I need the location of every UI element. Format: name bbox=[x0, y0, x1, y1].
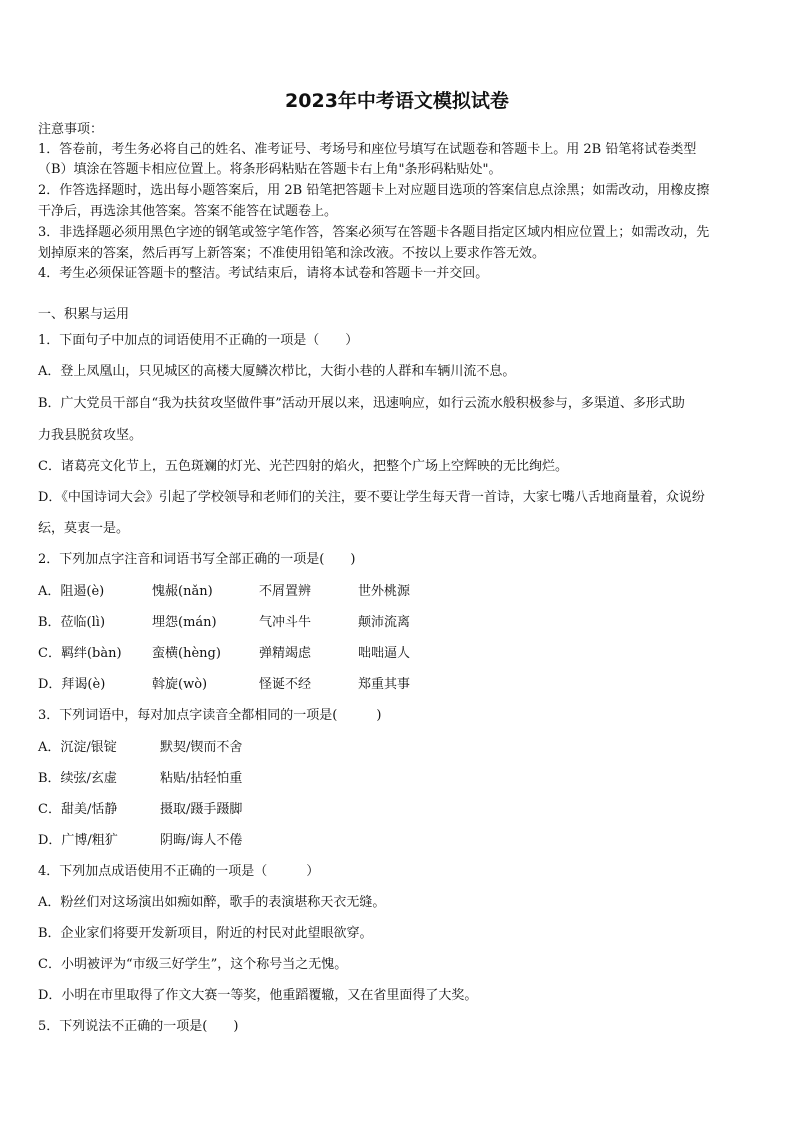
option-b: B．企业家们将要开发新项目，附近的村民对此望眼欲穿。 bbox=[38, 926, 373, 941]
option-d: D．小明在市里取得了作文大赛一等奖，他重蹈覆辙，又在省里面得了大奖。 bbox=[38, 988, 478, 1003]
option-cell: C．羁绊(bàn) bbox=[38, 646, 122, 661]
option-cell: 气冲斗牛 bbox=[259, 615, 312, 630]
question-stem: 1．下面句子中加点的词语使用不正确的一项是（ ） bbox=[38, 333, 359, 348]
option-cell: B．续弦/玄虚 bbox=[38, 771, 117, 786]
option-d-cont: 纭，莫衷一是。 bbox=[38, 521, 130, 536]
notice-line: 4．考生必须保证答题卡的整洁。考试结束后，请将本试卷和答题卡一并交回。 bbox=[38, 266, 489, 281]
option-cell: 摄取/蹑手蹑脚 bbox=[160, 802, 243, 817]
option-cell: A．沉淀/银锭 bbox=[38, 740, 117, 755]
option-cell: D．广博/粗犷 bbox=[38, 833, 118, 848]
option-cell: D．拜谒(è) bbox=[38, 677, 106, 692]
option-cell: 埋怨(mán) bbox=[152, 615, 217, 630]
notice-line: （B）填涂在答题卡相应位置上。将条形码粘贴在答题卡右上角"条形码粘贴处"。 bbox=[38, 162, 502, 177]
page-title: 2023年中考语文模拟试卷 bbox=[285, 90, 509, 112]
question-stem: 5．下列说法不正确的一项是( ) bbox=[38, 1019, 239, 1034]
option-cell: 粘贴/拈轻怕重 bbox=[160, 771, 243, 786]
option-b-cont: 力我县脱贫攻坚。 bbox=[38, 428, 143, 443]
option-b: B．广大党员干部自“我为扶贫攻坚做件事”活动开展以来，迅速响应，如行云流水般积极参与，多渠道、多形式助 bbox=[38, 396, 685, 411]
option-cell: B．莅临(lì) bbox=[38, 615, 106, 630]
option-cell: 郑重其事 bbox=[358, 677, 411, 692]
option-cell: 默契/锲而不舍 bbox=[160, 740, 243, 755]
option-cell: C．甜美/恬静 bbox=[38, 802, 118, 817]
option-cell: 怪诞不经 bbox=[259, 677, 312, 692]
notice-line: 划掉原来的答案，然后再写上新答案；不准使用铅笔和涂改液。不按以上要求作答无效。 bbox=[38, 246, 546, 261]
notice-line: 干净后，再选涂其他答案。答案不能答在试题卷上。 bbox=[38, 204, 338, 219]
option-cell: 咄咄逼人 bbox=[358, 646, 411, 661]
option-cell: 阴晦/诲人不倦 bbox=[160, 833, 243, 848]
option-a: A．粉丝们对这场演出如痴如醉，歌手的表演堪称天衣无缝。 bbox=[38, 895, 386, 910]
notice-line: 3．非选择题必须用黑色字迹的钢笔或签字笔作答，答案必须写在答题卡各题目指定区域内相应位置上；如需改动，先 bbox=[38, 225, 710, 240]
option-cell: 世外桃源 bbox=[358, 584, 411, 599]
option-c: C．诸葛亮文化节上，五色斑斓的灯光、光芒四射的焰火，把整个广场上空辉映的无比绚烂。 bbox=[38, 459, 568, 474]
option-c: C．小明被评为“市级三好学生”，这个称号当之无愧。 bbox=[38, 957, 348, 972]
option-cell: 蛮横(hèng) bbox=[152, 646, 221, 661]
notice-heading: 注意事项： bbox=[38, 122, 104, 137]
notice-line: 1．答卷前，考生务必将自己的姓名、准考证号、考场号和座位号填写在试题卷和答题卡上。用 2B 铅笔将试卷类型 bbox=[38, 142, 697, 157]
question-stem: 3．下列词语中，每对加点字读音全都相同的一项是( ) bbox=[38, 708, 382, 723]
option-cell: A．阻遏(è) bbox=[38, 584, 105, 599]
option-cell: 弹精竭虑 bbox=[259, 646, 312, 661]
option-cell: 颠沛流离 bbox=[358, 615, 411, 630]
option-cell: 不屑置辨 bbox=[259, 584, 312, 599]
option-cell: 斡旋(wò) bbox=[152, 677, 208, 692]
question-stem: 2．下列加点字注音和词语书写全部正确的一项是( ) bbox=[38, 552, 356, 567]
question-stem: 4．下列加点成语使用不正确的一项是（ ） bbox=[38, 864, 320, 879]
option-cell: 愧赧(nǎn) bbox=[152, 584, 213, 599]
option-d: D．《中国诗词大会》引起了学校领导和老师们的关注，要不要让学生每天背一首诗，大家七嘴八舌地商量着，众说纷 bbox=[38, 490, 705, 505]
option-a: A．登上凤凰山，只见城区的高楼大厦鳞次栉比，大街小巷的人群和车辆川流不息。 bbox=[38, 364, 516, 379]
section-heading: 一、积累与运用 bbox=[38, 307, 130, 322]
notice-line: 2．作答选择题时，选出每小题答案后，用 2B 铅笔把答题卡上对应题目选项的答案信息点涂黑；如需改动，用橡皮擦 bbox=[38, 183, 710, 198]
